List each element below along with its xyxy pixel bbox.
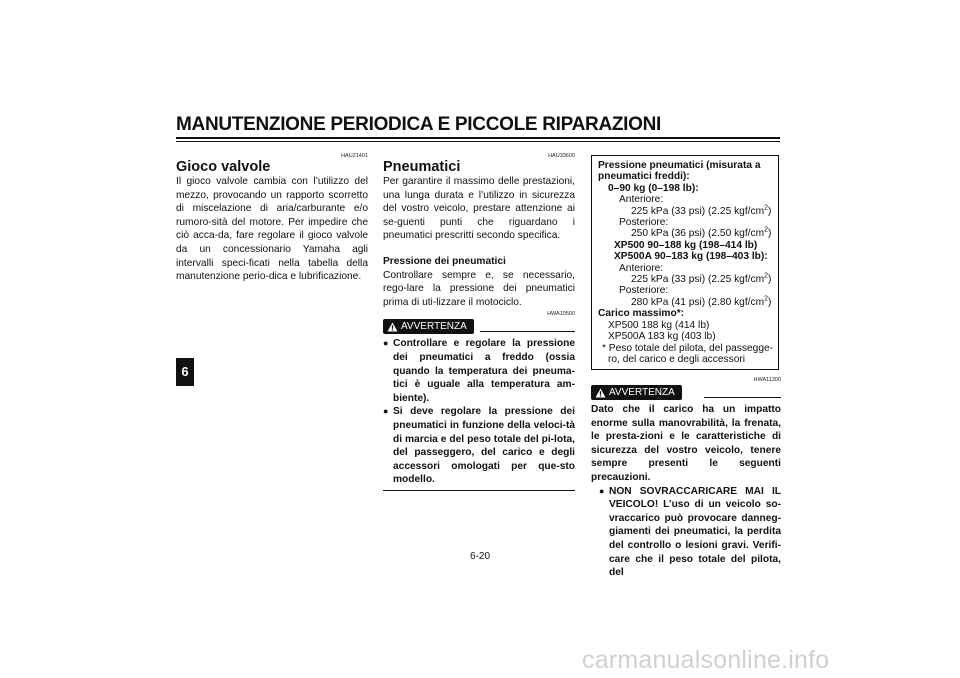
warning-header <box>383 319 575 334</box>
load-warning <box>591 377 781 580</box>
list-item: ● NON SOVRACCARICARE MAI IL VEICOLO! L’uso di un veicolo so-vraccarico può provocare danneg-giamenti dei pneumatici, la perdita del controllo o lesioni gravi. Verifi-care che il peso totale del pilota, del <box>599 485 781 579</box>
column-valve-clearance <box>176 153 368 284</box>
warning-badge <box>383 319 474 334</box>
spec-front-label: Anteriore: <box>619 262 664 274</box>
chapter-tab: 6 <box>176 358 194 386</box>
warning-code: HWA10500 <box>547 311 575 318</box>
title-rule-thin <box>176 141 780 142</box>
tires-intro: Per garantire il massimo delle prestazioni, una lunga durata e l’utilizzo in sicurezza del vostro veicolo, prestare attenzione ai se-guenti punti che riguardano i pneumatici prescritti secondo specifica. <box>383 176 575 242</box>
spec-rear-value: 250 kPa (36 psi) (2.50 kgf/$cm^2$) <box>631 227 772 240</box>
column-tires <box>383 153 575 491</box>
tire-pressure-spec-box <box>591 155 779 370</box>
spec-max-load-value: XP500 188 kg (414 lb) <box>608 319 710 331</box>
list-item: ● Si deve regolare la pressione dei pneumatici in funzione della veloci-tà di marcia e del peso totale del pi-lota, del passeggero, del carico e degli accessori omologati per que-sto modello. <box>383 406 575 486</box>
page-number: 6-20 <box>469 551 490 562</box>
spec-rear-label: Posteriore: <box>619 285 669 297</box>
spec-title: Pressione pneumatici (misurata a <box>598 160 761 171</box>
spec-load-range: 0–90 kg (0–198 lb): <box>608 182 699 194</box>
warning-label: AVVERTENZA <box>401 321 467 333</box>
warning-rule <box>480 331 575 332</box>
bullet-icon: ● <box>383 338 389 349</box>
spec-rear-label: Posteriore: <box>619 217 669 229</box>
bullet-icon: ● <box>383 406 389 417</box>
warning-header <box>591 385 781 400</box>
spec-rear-value: 280 kPa (41 psi) (2.80 kgf/$cm^2$) <box>631 295 772 308</box>
spec-load-range: XP500 90–188 kg (198–414 lb) <box>614 239 758 251</box>
warning-badge <box>591 385 682 400</box>
warning-triangle-icon <box>387 322 398 332</box>
page-title: MANUTENZIONE PERIODICA E PICCOLE RIPARAZIONI <box>176 114 662 135</box>
section-code: HAU21401 <box>341 153 368 159</box>
pressure-subheading: Pressione dei pneumatici <box>383 255 506 267</box>
spec-max-load-value: XP500A 183 kg (403 lb) <box>608 331 716 343</box>
spec-load-range: XP500A 90–183 kg (198–403 lb): <box>614 251 768 263</box>
warning-code: HWA11200 <box>753 377 781 383</box>
spec-footnote: ro, del carico e degli accessori <box>608 353 746 365</box>
spec-title: pneumatici freddi): <box>598 171 690 183</box>
spec-front-label: Anteriore: <box>619 194 664 206</box>
tires-body-text <box>383 175 575 309</box>
valve-body-text <box>176 175 368 284</box>
title-rule-thick <box>176 137 780 139</box>
warning-bullets <box>383 337 575 487</box>
load-warning-text: Dato che il carico ha un impatto enorme sulla manovrabilità, la frenata, le presta-zioni e le caratteristiche di sicurezza del vostro veicolo, tenere sempre presenti le seguenti precauzioni. <box>591 404 781 483</box>
list-item: ● Controllare e regolare la pressione dei pneumatici a freddo (ossia quando la temperatura dei pneuma-tici è uguale alla temperatura am-biente). <box>383 338 575 404</box>
spec-max-load-label: Carico massimo*: <box>598 308 685 320</box>
bullet-icon: ● <box>599 485 605 496</box>
warning-rule <box>704 397 781 398</box>
section-code: HAU33600 <box>548 153 575 159</box>
warning-triangle-icon <box>595 388 606 398</box>
section-heading-tires: Pneumatici <box>383 159 461 175</box>
watermark: carmanualsonline.info <box>582 646 830 674</box>
section-heading-valves: Gioco valvole <box>176 159 271 175</box>
spec-front-value: 225 kPa (33 psi) (2.25 kgf/$cm^2$) <box>631 272 772 286</box>
warning-label: AVVERTENZA <box>609 387 675 398</box>
spec-footnote: * Peso totale del pilota, del passegge- <box>602 342 774 354</box>
pressure-paragraph: Controllare sempre e, se necessario, rego-lare la pressione dei pneumatici prima di uti-lizzare il motociclo. <box>383 269 575 308</box>
warning-end-rule <box>383 490 575 491</box>
valve-paragraph: Il gioco valvole cambia con l’utilizzo del mezzo, provocando un rapporto scorretto di miscelazione di aria/carburante e/o rumoro-sità del motore. Per impedire che ciò acca-da, fare regolare il gioco valvole da un concessionario Yamaha agli intervalli speci-ficati nella tabella della manutenzione perio-dica e lubrificazione. <box>176 176 368 283</box>
spec-front-value: 225 kPa (33 psi) (2.25 kgf/$cm^2$) <box>631 204 772 217</box>
